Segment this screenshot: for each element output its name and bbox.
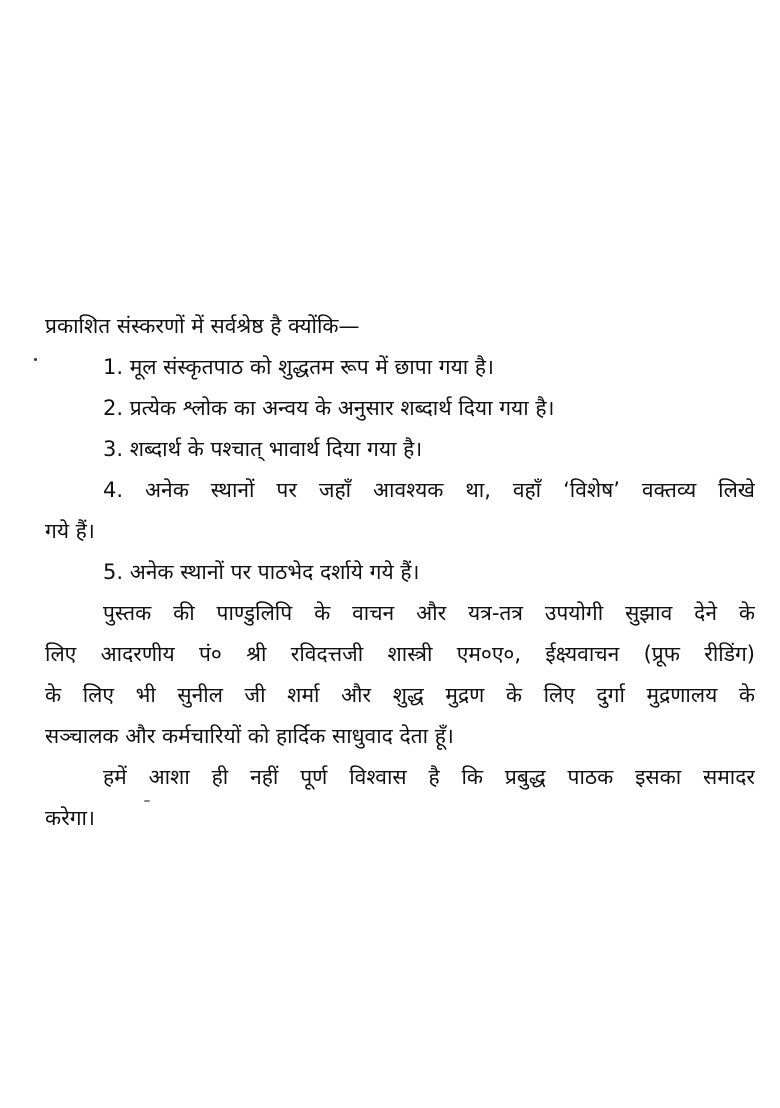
stray-mark [34, 358, 37, 361]
list-item-continuation: गये हैं। [45, 519, 95, 543]
list-item: 1. मूल संस्कृतपाठ को शुद्धतम रूप में छापा गया है। [103, 355, 494, 379]
acknowledgement-line: सञ्चालक और कर्मचारियों को हार्दिक साधुवाद देता हूँ। [45, 724, 454, 748]
document-text [45, 306, 755, 839]
list-item: 4. अनेक स्थानों पर जहाँ आवश्यक था, वहाँ ‘विशेष’ वक्तव्य लिखे [103, 478, 755, 502]
intro-line: प्रकाशित संस्करणों में सर्वश्रेष्ठ है क्योंकि— [45, 314, 360, 338]
acknowledgement-line: लिए आदरणीय पं० श्री रविदत्तजी शास्त्री एम०ए०, ईक्ष्यवाचन (प्रूफ रीडिंग) [45, 642, 755, 666]
closing-line: हमें आशा ही नहीं पूर्ण विश्वास है कि प्रबुद्ध पाठक इसका समादर [103, 765, 755, 789]
list-item: 3. शब्दार्थ के पश्चात् भावार्थ दिया गया है। [103, 437, 423, 461]
list-item: 2. प्रत्येक श्लोक का अन्वय के अनुसार शब्दार्थ दिया गया है। [103, 396, 555, 420]
closing-line: करेगा। [45, 806, 95, 830]
acknowledgement-line: के लिए भी सुनील जी शर्मा और शुद्ध मुद्रण के लिए दुर्गा मुद्रणालय के [45, 683, 755, 707]
list-item: 5. अनेक स्थानों पर पाठभेद दर्शाये गये हैं। [103, 560, 420, 584]
acknowledgement-line: पुस्तक की पाण्डुलिपि के वाचन और यत्र-तत्र उपयोगी सुझाव देने के [103, 601, 755, 625]
